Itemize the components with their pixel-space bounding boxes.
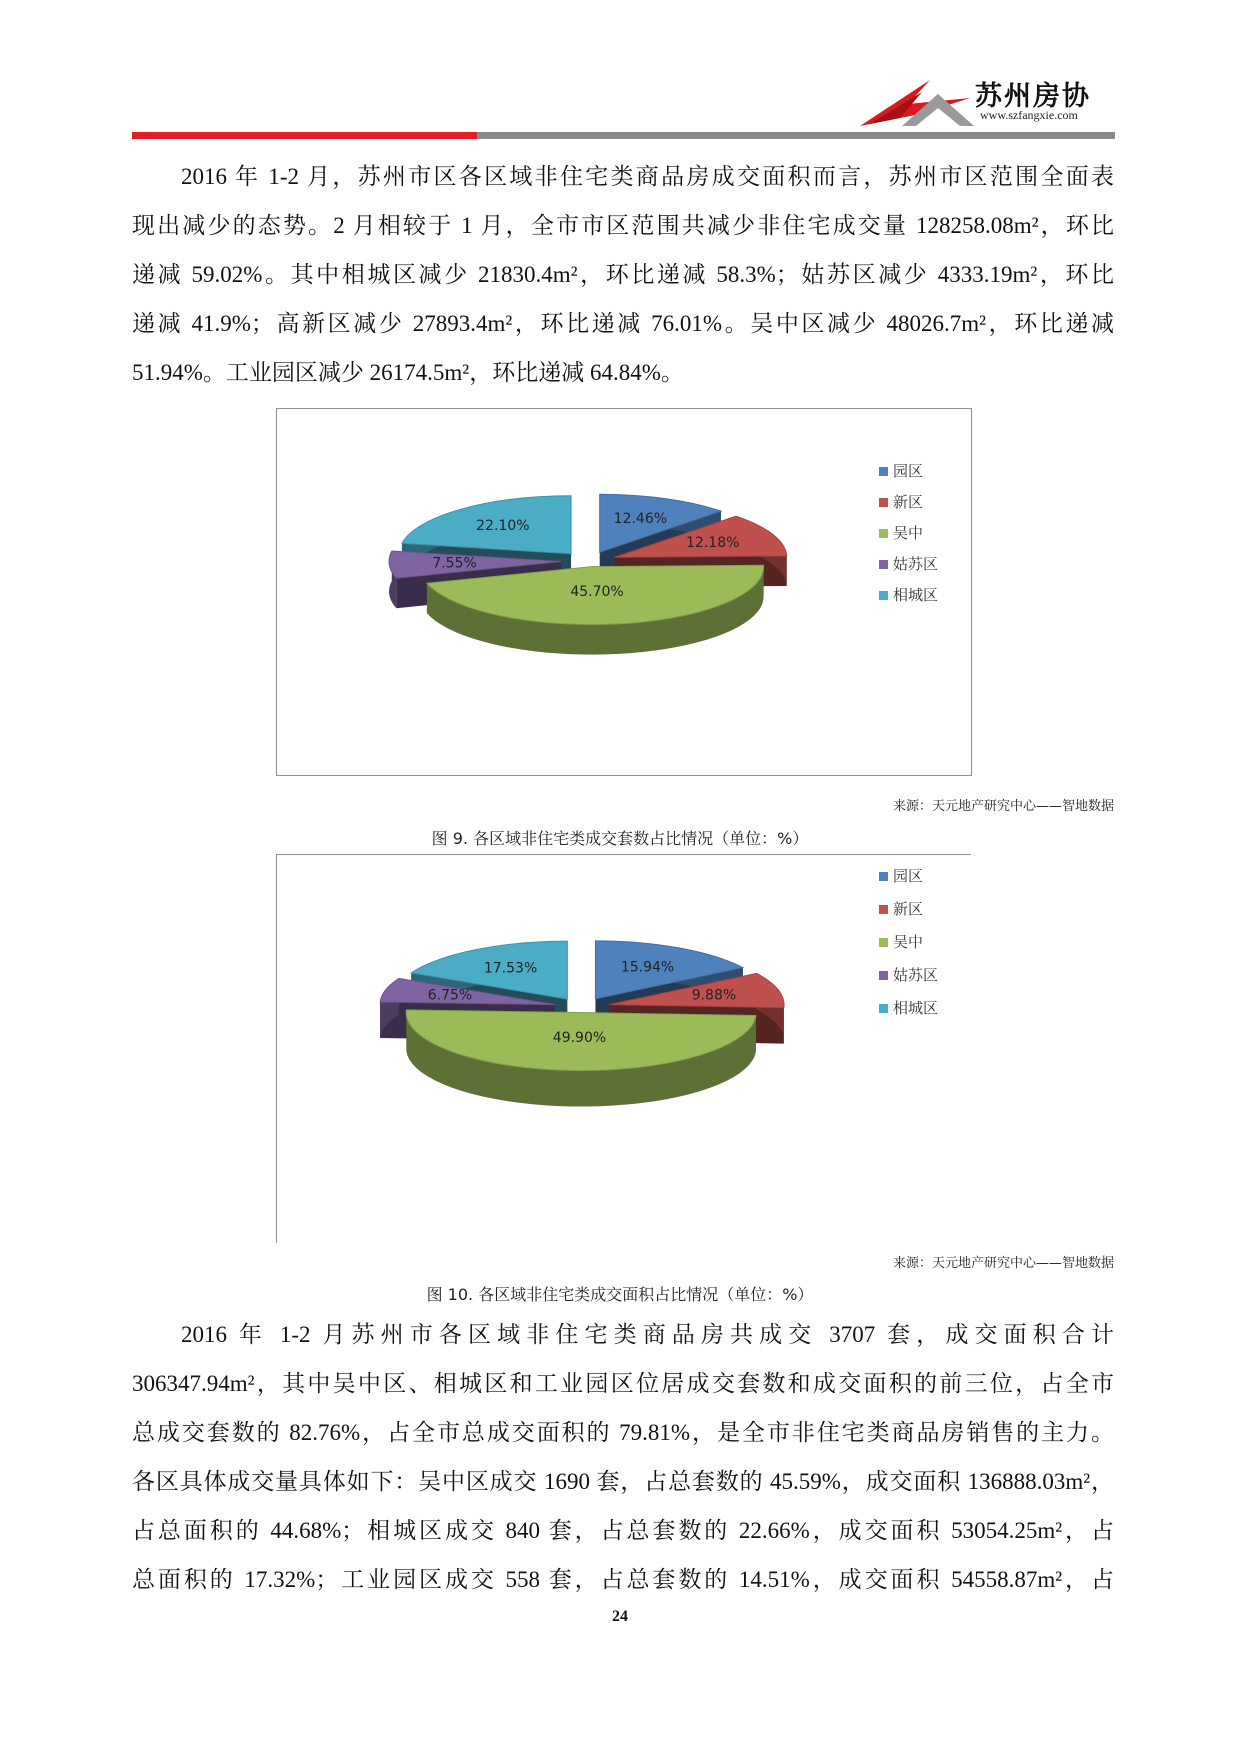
paragraph-line: 各区具体成交量具体如下：吴中区成交 1690 套，占总套数的 45.59%，成交面积 136888.03m²，	[132, 1469, 1114, 1494]
paragraph-2	[132, 1310, 1114, 1604]
legend-item: 吴中	[893, 524, 924, 542]
legend-swatch	[879, 529, 888, 538]
slice-label: 15.94%	[620, 959, 675, 976]
legend-swatch	[879, 938, 888, 947]
figure-10-caption: 图 10. 各区域非住宅类成交面积占比情况（单位：%）	[426, 1285, 814, 1304]
paragraph-line: 现出减少的态势。2 月相较于 1 月，全市市区范围共减少非住宅成交量 128258.08m²，环比	[132, 213, 1114, 238]
paragraph-line: 306347.94m²，其中吴中区、相城区和工业园区位居成交套数和成交面积的前三位，占全市	[132, 1371, 1114, 1396]
legend-item: 相城区	[893, 999, 939, 1017]
header-rule-red	[132, 132, 477, 139]
legend-swatch	[879, 872, 888, 881]
figure-9-source: 来源：天元地产研究中心——智地数据	[892, 799, 1114, 814]
slice-label: 9.88%	[691, 987, 737, 1004]
legend-swatch	[879, 1004, 888, 1013]
legend-item: 吴中	[893, 933, 924, 951]
figure-10-source: 来源：天元地产研究中心——智地数据	[892, 1256, 1114, 1271]
pie-slice-2	[406, 1010, 756, 1107]
legend-swatch	[879, 467, 888, 476]
legend-swatch	[879, 591, 888, 600]
slice-label: 12.18%	[686, 535, 740, 552]
figure-9-chart	[276, 408, 972, 776]
slice-label: 6.75%	[427, 987, 473, 1004]
figure-10-chart	[276, 854, 971, 1243]
figure-9-caption: 图 9. 各区域非住宅类成交套数占比情况（单位：%）	[431, 829, 809, 848]
paragraph-line: 2016 年 1-2 月，苏州市区各区域非住宅类商品房成交面积而言，苏州市区范围全面表	[181, 164, 1114, 189]
paragraph-line: 总面积的 17.32%；工业园区成交 558 套，占总套数的 14.51%，成交面积 54558.87m²，占	[132, 1567, 1114, 1592]
slice-label: 12.46%	[613, 511, 668, 528]
legend-item: 相城区	[893, 586, 939, 604]
paragraph-line: 总成交套数的 82.76%，占全市总成交面积的 79.81%，是全市非住宅类商品房销售的主力。	[132, 1420, 1114, 1445]
slice-label: 22.10%	[476, 518, 530, 535]
page-number: 24	[612, 1608, 628, 1625]
pie-chart-svg	[277, 855, 971, 1243]
legend-item: 姑苏区	[893, 966, 939, 984]
pie-slice-2	[427, 565, 764, 654]
paragraph-line: 递减 41.9%；高新区减少 27893.4m²，环比递减 76.01%。吴中区减少 48026.7m²，环比递减	[132, 311, 1114, 336]
pie-chart-svg	[277, 409, 971, 775]
legend-swatch	[879, 498, 888, 507]
paragraph-line: 递减 59.02%。其中相城区减少 21830.4m²，环比递减 58.3%；姑苏区减少 4333.19m²，环比	[132, 262, 1114, 287]
header-title: 苏州房协	[975, 81, 1091, 112]
header-url: www.szfangxie.com	[980, 108, 1078, 122]
legend-item: 姑苏区	[893, 555, 939, 573]
legend-swatch	[879, 971, 888, 980]
slice-label: 7.55%	[432, 555, 477, 572]
paragraph-line: 51.94%。工业园区减少 26174.5m²，环比递减 64.84%。	[132, 360, 684, 385]
legend-item: 园区	[893, 867, 924, 885]
slice-label: 45.70%	[570, 584, 624, 601]
legend-item: 园区	[893, 462, 924, 480]
paragraph-line: 占总面积的 44.68%；相城区成交 840 套，占总套数的 22.66%，成交面积 53054.25m²，占	[132, 1518, 1114, 1543]
paragraph-line: 2016 年 1-2 月苏州市各区域非住宅类商品房共成交 3707 套，成交面积合计	[181, 1322, 1114, 1347]
paragraph-1	[132, 152, 1114, 397]
header-rule-grey	[477, 132, 1115, 139]
legend-item: 新区	[893, 493, 924, 511]
slice-label: 17.53%	[483, 960, 538, 977]
legend-item: 新区	[893, 900, 924, 918]
legend-swatch	[879, 560, 888, 569]
legend-swatch	[879, 905, 888, 914]
slice-label: 49.90%	[552, 1030, 607, 1047]
